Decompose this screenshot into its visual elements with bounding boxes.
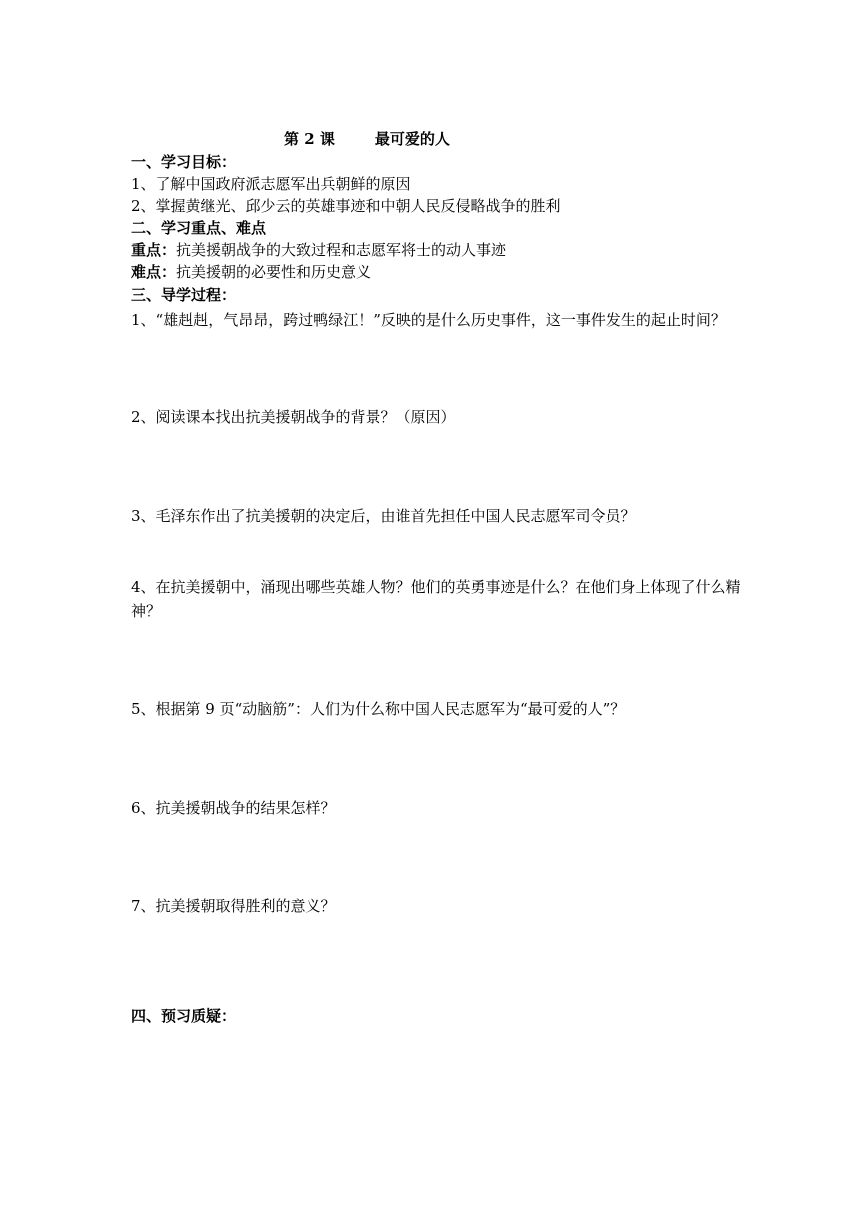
section-heading-questions: 四、预习质疑： (131, 1007, 237, 1025)
section-heading-keypoints: 二、学习重点、难点 (131, 219, 267, 237)
objective-item-1: 1、了解中国政府派志愿军出兵朝鲜的原因 (131, 175, 411, 193)
objective-item-2: 2、掌握黄继光、邱少云的英雄事迹和中朝人民反侵略战争的胜利 (131, 197, 561, 215)
question-2: 2、阅读课本找出抗美援朝战争的背景？（原因） (131, 408, 456, 426)
question-3: 3、毛泽东作出了抗美援朝的决定后，由谁首先担任中国人民志愿军司令员？ (131, 507, 636, 525)
difficulty-label: 难点： (131, 263, 177, 281)
question-6: 6、抗美援朝战争的结果怎样？ (131, 799, 336, 817)
question-7: 7、抗美援朝取得胜利的意义？ (131, 897, 336, 915)
lesson-name: 最可爱的人 (374, 130, 450, 148)
section-heading-objectives: 一、学习目标： (131, 153, 237, 171)
key-point-label: 重点： (131, 241, 177, 259)
section-heading-guide: 三、导学过程： (131, 286, 237, 304)
difficulty-line (131, 261, 741, 283)
question-1: 1、“雄赳赳，气昂昂，跨过鸭绿江！”反映的是什么历史事件，这一事件发生的起止时间？ (131, 311, 726, 329)
page-title (284, 128, 450, 149)
key-point-text: 抗美援朝战争的大致过程和志愿军将士的动人事迹 (176, 241, 507, 259)
question-4: 4、在抗美援朝中，涌现出哪些英雄人物？他们的英勇事迹是什么？在他们身上体现了什么精神？ (131, 578, 741, 620)
question-5: 5、根据第 9 页“动脑筋”：人们为什么称中国人民志愿军为“最可爱的人”？ (131, 700, 626, 718)
difficulty-text: 抗美援朝的必要性和历史意义 (176, 263, 372, 281)
lesson-number: 第 2 课 (284, 130, 335, 148)
key-point-line (131, 239, 741, 261)
